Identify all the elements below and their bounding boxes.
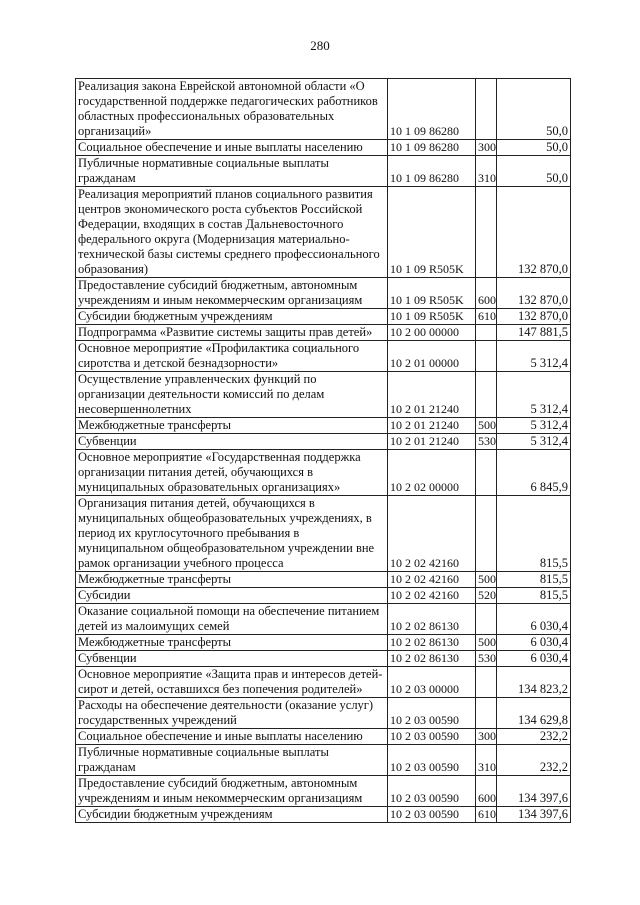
row-expense-type-cell: 530	[476, 434, 497, 450]
row-expense-type-cell	[476, 667, 497, 698]
row-code-cell: 10 2 01 21240	[388, 418, 476, 434]
table-row	[76, 341, 571, 372]
budget-table-body	[76, 79, 571, 823]
row-name-cell: Организация питания детей, обучающихся в муниципальных общеобразовательных учреждениях, в период их круглосуточного пребывания в муниципальном общеобразовательном учреждении вне рамок организации учебного процесса	[76, 496, 388, 572]
row-sum-cell: 132 870,0	[497, 187, 571, 278]
row-name-cell: Основное мероприятие «Защита прав и интересов детей-сирот и детей, оставшихся без попечения родителей»	[76, 667, 388, 698]
row-name-cell: Оказание социальной помощи на обеспечение питанием детей из малоимущих семей	[76, 604, 388, 635]
row-expense-type-cell: 300	[476, 729, 497, 745]
table-row	[76, 278, 571, 309]
row-sum-cell: 815,5	[497, 588, 571, 604]
row-name-cell: Субвенции	[76, 434, 388, 450]
row-code-cell: 10 2 03 00590	[388, 729, 476, 745]
table-row	[76, 807, 571, 823]
row-sum-cell: 6 030,4	[497, 651, 571, 667]
row-code-cell: 10 1 09 86280	[388, 140, 476, 156]
row-sum-cell: 5 312,4	[497, 341, 571, 372]
row-code-cell: 10 2 01 21240	[388, 434, 476, 450]
row-sum-cell: 815,5	[497, 496, 571, 572]
row-code-cell: 10 2 00 00000	[388, 325, 476, 341]
row-sum-cell: 132 870,0	[497, 278, 571, 309]
table-row	[76, 698, 571, 729]
row-code-cell: 10 2 02 42160	[388, 572, 476, 588]
table-row	[76, 651, 571, 667]
row-code-cell: 10 2 03 00590	[388, 776, 476, 807]
row-name-cell: Реализация мероприятий планов социального развития центров экономического роста субъектов Российской Федерации, входящих в состав Дальневосточного федерального округа (Модернизация материально-технической базы системы среднего профессионального образования)	[76, 187, 388, 278]
row-expense-type-cell	[476, 496, 497, 572]
table-row	[76, 156, 571, 187]
row-code-cell: 10 2 01 00000	[388, 341, 476, 372]
row-code-cell: 10 2 02 86130	[388, 604, 476, 635]
row-sum-cell: 6 845,9	[497, 450, 571, 496]
row-code-cell: 10 1 09 R505K	[388, 187, 476, 278]
row-name-cell: Расходы на обеспечение деятельности (оказание услуг) государственных учреждений	[76, 698, 388, 729]
row-code-cell: 10 2 03 00590	[388, 745, 476, 776]
row-expense-type-cell: 610	[476, 309, 497, 325]
table-row	[76, 187, 571, 278]
row-sum-cell: 50,0	[497, 140, 571, 156]
row-sum-cell: 134 397,6	[497, 807, 571, 823]
row-name-cell: Межбюджетные трансферты	[76, 572, 388, 588]
row-expense-type-cell: 600	[476, 278, 497, 309]
row-expense-type-cell	[476, 79, 497, 140]
row-expense-type-cell	[476, 372, 497, 418]
table-row	[76, 325, 571, 341]
row-name-cell: Основное мероприятие «Профилактика социального сиротства и детской безнадзорности»	[76, 341, 388, 372]
budget-table	[75, 78, 571, 823]
row-code-cell: 10 2 03 00000	[388, 667, 476, 698]
row-code-cell: 10 2 03 00590	[388, 698, 476, 729]
row-code-cell: 10 1 09 86280	[388, 156, 476, 187]
table-row	[76, 140, 571, 156]
row-expense-type-cell: 500	[476, 635, 497, 651]
row-sum-cell: 6 030,4	[497, 635, 571, 651]
row-sum-cell: 815,5	[497, 572, 571, 588]
row-name-cell: Социальное обеспечение и иные выплаты населению	[76, 140, 388, 156]
table-row	[76, 745, 571, 776]
row-sum-cell: 147 881,5	[497, 325, 571, 341]
row-name-cell: Межбюджетные трансферты	[76, 418, 388, 434]
row-expense-type-cell: 310	[476, 745, 497, 776]
row-sum-cell: 134 823,2	[497, 667, 571, 698]
table-row	[76, 604, 571, 635]
table-row	[76, 372, 571, 418]
row-sum-cell: 232,2	[497, 729, 571, 745]
row-name-cell: Субсидии бюджетным учреждениям	[76, 309, 388, 325]
table-row	[76, 79, 571, 140]
row-expense-type-cell	[476, 325, 497, 341]
row-sum-cell: 134 629,8	[497, 698, 571, 729]
row-name-cell: Публичные нормативные социальные выплаты гражданам	[76, 156, 388, 187]
row-name-cell: Предоставление субсидий бюджетным, автономным учреждениям и иным некоммерческим организациям	[76, 776, 388, 807]
row-expense-type-cell: 610	[476, 807, 497, 823]
row-sum-cell: 6 030,4	[497, 604, 571, 635]
row-sum-cell: 5 312,4	[497, 434, 571, 450]
table-row	[76, 309, 571, 325]
row-name-cell: Межбюджетные трансферты	[76, 635, 388, 651]
row-sum-cell: 232,2	[497, 745, 571, 776]
row-name-cell: Социальное обеспечение и иные выплаты населению	[76, 729, 388, 745]
row-sum-cell: 50,0	[497, 156, 571, 187]
row-name-cell: Субвенции	[76, 651, 388, 667]
table-row	[76, 729, 571, 745]
row-expense-type-cell	[476, 698, 497, 729]
row-expense-type-cell	[476, 187, 497, 278]
row-name-cell: Субсидии бюджетным учреждениям	[76, 807, 388, 823]
row-name-cell: Субсидии	[76, 588, 388, 604]
page-number: 280	[310, 38, 330, 53]
row-sum-cell: 5 312,4	[497, 418, 571, 434]
row-expense-type-cell: 300	[476, 140, 497, 156]
row-expense-type-cell: 310	[476, 156, 497, 187]
row-name-cell: Реализация закона Еврейской автономной области «О государственной поддержке педагогических работников областных профессиональных образовательных организаций»	[76, 79, 388, 140]
table-row	[76, 434, 571, 450]
table-row	[76, 450, 571, 496]
table-row	[76, 776, 571, 807]
row-code-cell: 10 2 03 00590	[388, 807, 476, 823]
row-expense-type-cell	[476, 604, 497, 635]
row-code-cell: 10 1 09 R505K	[388, 278, 476, 309]
row-expense-type-cell: 600	[476, 776, 497, 807]
row-sum-cell: 134 397,6	[497, 776, 571, 807]
row-code-cell: 10 1 09 R505K	[388, 309, 476, 325]
row-sum-cell: 132 870,0	[497, 309, 571, 325]
row-code-cell: 10 2 02 00000	[388, 450, 476, 496]
row-code-cell: 10 2 02 42160	[388, 496, 476, 572]
row-code-cell: 10 2 02 86130	[388, 651, 476, 667]
row-expense-type-cell: 500	[476, 572, 497, 588]
row-expense-type-cell	[476, 450, 497, 496]
row-name-cell: Осуществление управленческих функций по организации деятельности комиссий по делам несовершеннолетних	[76, 372, 388, 418]
row-sum-cell: 50,0	[497, 79, 571, 140]
row-sum-cell: 5 312,4	[497, 372, 571, 418]
row-code-cell: 10 2 02 42160	[388, 588, 476, 604]
table-row	[76, 588, 571, 604]
row-expense-type-cell: 530	[476, 651, 497, 667]
table-row	[76, 418, 571, 434]
row-name-cell: Подпрограмма «Развитие системы защиты прав детей»	[76, 325, 388, 341]
row-name-cell: Основное мероприятие «Государственная поддержка организации питания детей, обучающихся в муниципальных образовательных организациях»	[76, 450, 388, 496]
table-row	[76, 496, 571, 572]
row-expense-type-cell: 500	[476, 418, 497, 434]
row-expense-type-cell	[476, 341, 497, 372]
row-name-cell: Предоставление субсидий бюджетным, автономным учреждениям и иным некоммерческим организациям	[76, 278, 388, 309]
row-code-cell: 10 2 02 86130	[388, 635, 476, 651]
row-name-cell: Публичные нормативные социальные выплаты гражданам	[76, 745, 388, 776]
row-code-cell: 10 2 01 21240	[388, 372, 476, 418]
table-row	[76, 572, 571, 588]
row-code-cell: 10 1 09 86280	[388, 79, 476, 140]
table-row	[76, 667, 571, 698]
table-row	[76, 635, 571, 651]
row-expense-type-cell: 520	[476, 588, 497, 604]
